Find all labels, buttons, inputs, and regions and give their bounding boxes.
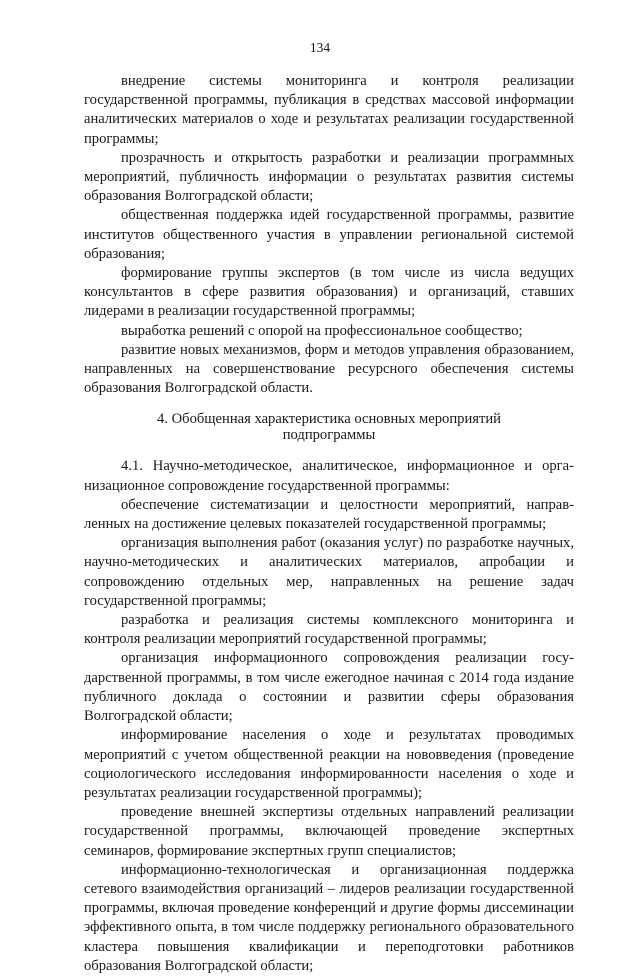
section-heading-line: 4. Обобщенная характеристика основных мероприятий	[157, 411, 501, 428]
paragraph: проведение внешней экспертизы отдельных направлений реализации государственной программы, включающей проведение экспертных семинаров, формирование экспертных групп специалистов;	[84, 804, 574, 859]
paragraph: обеспечение систематизации и целостности мероприятий, направленных на достижение целевых показателей государственной программы;	[84, 496, 574, 533]
paragraph: общественная поддержка идей государственной программы, развитие институтов общественного участия в управлении региональной системой образования;	[84, 207, 574, 262]
paragraph: организация выполнения работ (оказания услуг) по разработке научных, научно-методических и аналитических материалов, апробации и сопровождению отдельных мер, направленных на решение задач государственной программы;	[84, 535, 574, 609]
body-text	[84, 72, 574, 976]
paragraph: организация информационного сопровождения реализации государственной программы, в том числе ежегодное начиная с 2014 года издание публичного доклада о состоянии и развитии сферы образования Волгоградской области;	[84, 650, 574, 725]
page-number: 134	[309, 40, 331, 55]
paragraph: информационно-технологическая и организационная поддержка сетевого взаимодействия организаций – лидеров реализации государственной программы, включая проведение конференций и другие формы диссеминации эффективного опыта, в том числе поддержку регионального образовательного кластера повышения квалификации и переподготовки работников образования Волгоградской области;	[84, 861, 574, 974]
paragraph: внедрение системы мониторинга и контроля реализации государственной программы, публикация в средствах массовой информации аналитических материалов о ходе и результатах реализации государственной программы;	[84, 73, 574, 147]
section-heading-line: подпрограммы	[282, 427, 376, 444]
paragraph: прозрачность и открытость разработки и реализации программных мероприятий, публичность информации о результатах развития системы образования Волгоградской области;	[84, 149, 574, 205]
paragraph: формирование группы экспертов (в том числе из числа ведущих консультантов в сфере развития образования) и организаций, ставших лидерами в реализации государственной программы;	[84, 265, 574, 320]
paragraph: выработка решений с опорой на профессиональное сообщество;	[121, 322, 523, 339]
paragraph: информирование населения о ходе и результатах проводимых мероприятий с учетом общественной реакции на нововведения (проведение социологического исследования информированности населения о ходе и результатах реализации государственной программы);	[84, 727, 574, 801]
paragraph: развитие новых механизмов, форм и методов управления образованием, направленных на совершенствование ресурсного обеспечения системы образования Волгоградской области.	[84, 341, 574, 397]
section-heading	[84, 411, 574, 443]
paragraph: разработка и реализация системы комплексного мониторинга и контроля реализации мероприятий государственной программы;	[84, 612, 574, 648]
paragraph: 4.1. Научно-методическое, аналитическое, информационное и организационное сопровождение государственной программы:	[84, 458, 574, 494]
